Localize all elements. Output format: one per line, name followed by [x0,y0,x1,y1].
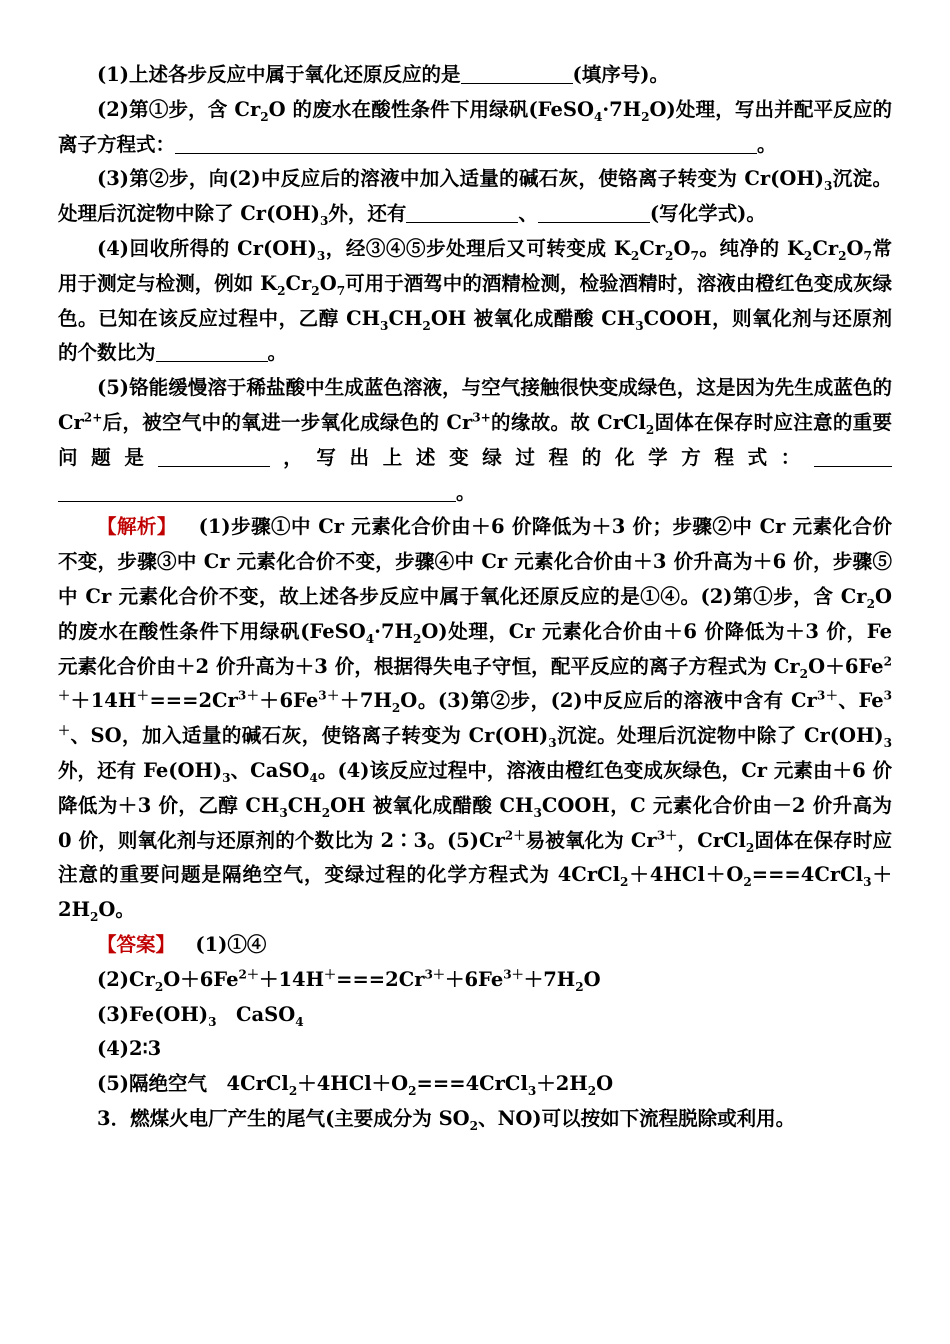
answer-blank-3a[interactable] [406,200,518,223]
answer-section: 【答案】 (1)①④ [97,932,267,956]
answer-blank-5b[interactable] [814,444,892,467]
answer-blank-5a[interactable] [158,444,270,467]
answer-blank-5b-continued[interactable] [58,479,456,502]
question-5: (5)铬能缓慢溶于稀盐酸中生成蓝色溶液，与空气接触很快变成绿色，这是因为先生成蓝色的 $Cr^{2+}$后，被空气中的氧进一步氧化成绿色的 $Cr^{3+}$的缘故。故 CrCl$_2$固体在保存时应注意的重要问题是 ，写出上述变绿过程的化学方程式：。 [58,376,892,504]
answer-blank-3b[interactable] [538,200,650,223]
answer-4: (4)2∶3 [97,1037,162,1061]
answer-2: $(2)Cr_2O+6Fe^{2+}+14H^+===2Cr^{3+}+6Fe^{3+}+7H_2O$ [97,967,601,994]
answer-3: $(3)Fe(OH)_3$ CaSO$_4$ [97,1002,304,1029]
question-3: (3)第②步，向(2)中反应后的溶液中加入适量的碱石灰，使铬离子转变为 $Cr(OH)_3$沉淀。处理后沉淀物中除了 $Cr(OH)_3$外，还有 、 (写化学式)。 [58,167,892,229]
answer-blank-2[interactable] [175,131,757,154]
analysis-section: 【解析】 (1)步骤①中 Cr 元素化合价由＋6 价降低为＋3 价；步骤②中 Cr 元素化合价不变，步骤③中 Cr 元素化合价不变，步骤④中 Cr 元素化合价由＋3 价升高为＋6 价，步骤⑤中 Cr 元素化合价不变，故上述各步反应中属于氧化还原反应的是①④。(2)第①步，含 $Cr_2O$ 的废水在酸性条件下用绿矾$(FeSO_4\cdot 7H_2O)$处理，Cr 元素化合价由＋6 价降低为＋3 价，Fe 元素化合价由＋2 价升高为＋3 价，根据得失电子守恒，配平反应的离子方程式为 $Cr_2O+6Fe^{2+}+14H^+===2Cr^{3+}+6Fe^{3+}+7H_2O$。(3)第②步，(2)中反应后的溶液中含有 $Cr^{3+}$、$Fe^{3+}$、SO，加入适量的碱石灰，使铬离子转变为 $Cr(OH)_3$沉淀。处理后沉淀物中除了 $Cr(OH)_3$外，还有 $Fe(OH)_3$、CaSO$_4$。(4)该反应过程中，溶液由橙红色变成灰绿色，Cr 元素由＋6 价降低为＋3 价，乙醇 $CH_3CH_2OH$ 被氧化成醋酸 $CH_3COOH$，C 元素化合价由－2 价升高为 0 价，则氧化剂与还原剂的个数比为 2∶3。$(5)Cr^{2+}$易被氧化为 $Cr^{3+}$，CrCl$_2$固体在保存时应注意的重要问题是隔绝空气，变绿过程的化学方程式为 $4CrCl_2+4HCl+O_2===4CrCl_3+2H_2O$。 [58,515,893,925]
question-4: (4)回收所得的 $Cr(OH)_3$，经③④⑤步处理后又可转变成 $K_2Cr_2O_7$。纯净的 $K_2Cr_2O_7$常用于测定与检测，例如 $K_2Cr_2O_7$可用于酒驾中的酒精检测，检验酒精时，溶液由橙红色变成灰绿色。已知在该反应过程中，乙醇 $CH_3CH_2OH$ 被氧化成醋酸 $CH_3COOH$，则氧化剂与还原剂的个数比为 。 [58,236,892,365]
answer-blank-1[interactable] [461,61,573,84]
analysis-label: 【解析】 [97,515,177,539]
question-1: (1)上述各步反应中属于氧化还原反应的是 (填序号)。 [97,63,669,86]
question-2: (2)第①步，含 $Cr_2O$ 的废水在酸性条件下用绿矾$(FeSO_4\cdot 7H_2O)$处理，写出并配平反应的离子方程式： 。 [58,97,892,156]
answer-label: 【答案】 [97,932,176,956]
answer-5: (5)隔绝空气 $4CrCl_2+4HCl+O_2===4CrCl_3+2H_2O$ [97,1072,614,1098]
answer-blank-4[interactable] [156,339,268,362]
question-3-intro: 3．燃煤火电厂产生的尾气(主要成分为 $SO_2$、NO)可以按如下流程脱除或利用。 [97,1106,796,1133]
